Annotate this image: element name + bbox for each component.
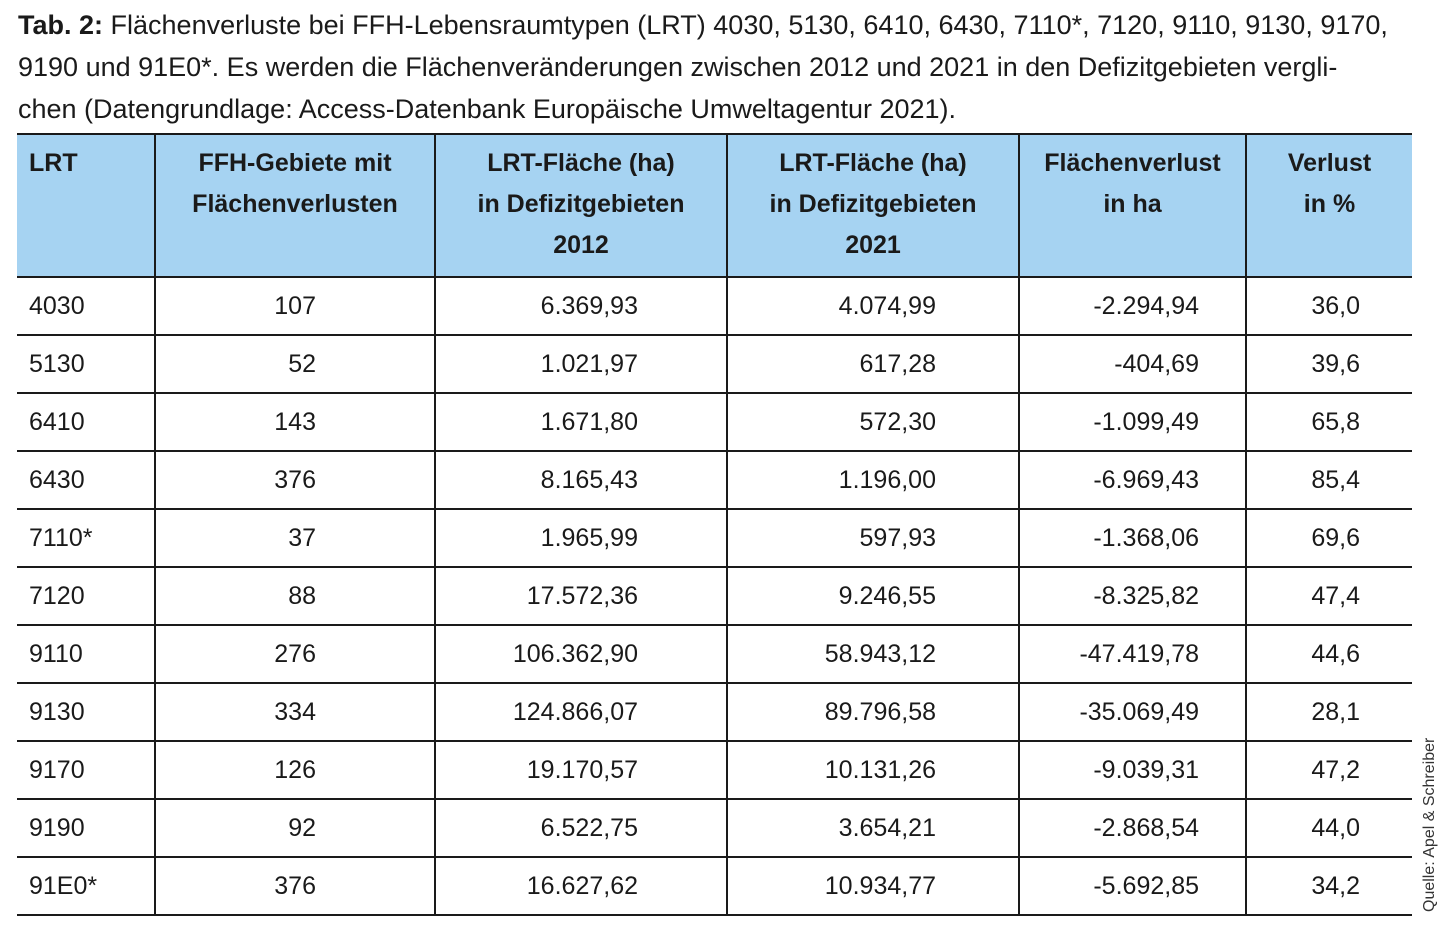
cell-pct: 28,1 (1246, 683, 1412, 741)
cell-ffh: 107 (155, 277, 435, 335)
cell-area-2021: 617,28 (727, 335, 1019, 393)
table-caption (18, 4, 1418, 130)
cell-loss: -9.039,31 (1019, 741, 1246, 799)
cell-area-2012: 16.627,62 (435, 857, 727, 915)
cell-ffh: 92 (155, 799, 435, 857)
cell-loss: -6.969,43 (1019, 451, 1246, 509)
table-row (17, 625, 1412, 683)
cell-area-2021: 4.074,99 (727, 277, 1019, 335)
cell-lrt: 91E0* (17, 857, 155, 915)
cell-ffh: 334 (155, 683, 435, 741)
cell-loss: -2.294,94 (1019, 277, 1246, 335)
cell-area-2021: 9.246,55 (727, 567, 1019, 625)
table-row (17, 335, 1412, 393)
header-row (17, 134, 1412, 277)
cell-area-2021: 3.654,21 (727, 799, 1019, 857)
cell-loss: -8.325,82 (1019, 567, 1246, 625)
cell-area-2012: 8.165,43 (435, 451, 727, 509)
header-ffh: FFH-Gebiete mit Flächenverlusten (155, 134, 435, 277)
cell-loss: -5.692,85 (1019, 857, 1246, 915)
cell-ffh: 143 (155, 393, 435, 451)
cell-pct: 44,6 (1246, 625, 1412, 683)
cell-area-2012: 19.170,57 (435, 741, 727, 799)
cell-area-2012: 1.021,97 (435, 335, 727, 393)
cell-lrt: 9190 (17, 799, 155, 857)
cell-lrt: 6410 (17, 393, 155, 451)
caption-lead: Tab. 2: (18, 10, 104, 40)
cell-area-2012: 1.965,99 (435, 509, 727, 567)
cell-lrt: 5130 (17, 335, 155, 393)
cell-pct: 44,0 (1246, 799, 1412, 857)
caption-line-1 (18, 4, 1418, 46)
header-pct: Verlust in % (1246, 134, 1412, 277)
caption-line-2: 9190 und 91E0*. Es werden die Flächenveränderungen zwischen 2012 und 2021 in den Defizitgebieten vergli- (18, 52, 1338, 82)
cell-lrt: 4030 (17, 277, 155, 335)
caption-text-1: Flächenverluste bei FFH-Lebensraumtypen (LRT) 4030, 5130, 6410, 6430, 7110*, 7120, 9110, 9130, 9170, (110, 10, 1388, 40)
table-row (17, 509, 1412, 567)
cell-ffh: 276 (155, 625, 435, 683)
cell-pct: 47,4 (1246, 567, 1412, 625)
cell-ffh: 88 (155, 567, 435, 625)
header-lrt: LRT (17, 134, 155, 277)
table-row (17, 277, 1412, 335)
cell-ffh: 376 (155, 857, 435, 915)
loss-table (17, 133, 1412, 916)
cell-lrt: 6430 (17, 451, 155, 509)
cell-area-2021: 89.796,58 (727, 683, 1019, 741)
cell-loss: -1.368,06 (1019, 509, 1246, 567)
cell-loss: -47.419,78 (1019, 625, 1246, 683)
cell-pct: 65,8 (1246, 393, 1412, 451)
cell-lrt: 9170 (17, 741, 155, 799)
cell-area-2021: 597,93 (727, 509, 1019, 567)
cell-area-2012: 106.362,90 (435, 625, 727, 683)
source-credit: Quelle: Apel & Schreiber (1421, 737, 1438, 912)
cell-pct: 47,2 (1246, 741, 1412, 799)
cell-lrt: 9130 (17, 683, 155, 741)
table-row (17, 393, 1412, 451)
header-area-2021: LRT-Fläche (ha) in Defizitgebieten 2021 (727, 134, 1019, 277)
cell-loss: -404,69 (1019, 335, 1246, 393)
cell-ffh: 52 (155, 335, 435, 393)
cell-lrt: 9110 (17, 625, 155, 683)
cell-area-2012: 6.522,75 (435, 799, 727, 857)
cell-area-2012: 17.572,36 (435, 567, 727, 625)
table-row (17, 799, 1412, 857)
cell-loss: -2.868,54 (1019, 799, 1246, 857)
cell-area-2021: 10.131,26 (727, 741, 1019, 799)
header-area-2012: LRT-Fläche (ha) in Defizitgebieten 2012 (435, 134, 727, 277)
cell-area-2012: 124.866,07 (435, 683, 727, 741)
cell-area-2021: 58.943,12 (727, 625, 1019, 683)
cell-pct: 36,0 (1246, 277, 1412, 335)
cell-lrt: 7110* (17, 509, 155, 567)
cell-area-2021: 10.934,77 (727, 857, 1019, 915)
cell-pct: 69,6 (1246, 509, 1412, 567)
caption-line-3: chen (Datengrundlage: Access-Datenbank Europäische Umweltagentur 2021). (18, 94, 957, 124)
cell-area-2012: 6.369,93 (435, 277, 727, 335)
header-loss: Flächenverlust in ha (1019, 134, 1246, 277)
cell-area-2012: 1.671,80 (435, 393, 727, 451)
cell-pct: 85,4 (1246, 451, 1412, 509)
cell-loss: -35.069,49 (1019, 683, 1246, 741)
cell-lrt: 7120 (17, 567, 155, 625)
cell-area-2021: 1.196,00 (727, 451, 1019, 509)
table-row (17, 857, 1412, 915)
table-row (17, 567, 1412, 625)
cell-area-2021: 572,30 (727, 393, 1019, 451)
table-row (17, 451, 1412, 509)
cell-ffh: 126 (155, 741, 435, 799)
cell-ffh: 37 (155, 509, 435, 567)
cell-ffh: 376 (155, 451, 435, 509)
table-row (17, 741, 1412, 799)
cell-pct: 34,2 (1246, 857, 1412, 915)
cell-pct: 39,6 (1246, 335, 1412, 393)
table-row (17, 683, 1412, 741)
cell-loss: -1.099,49 (1019, 393, 1246, 451)
